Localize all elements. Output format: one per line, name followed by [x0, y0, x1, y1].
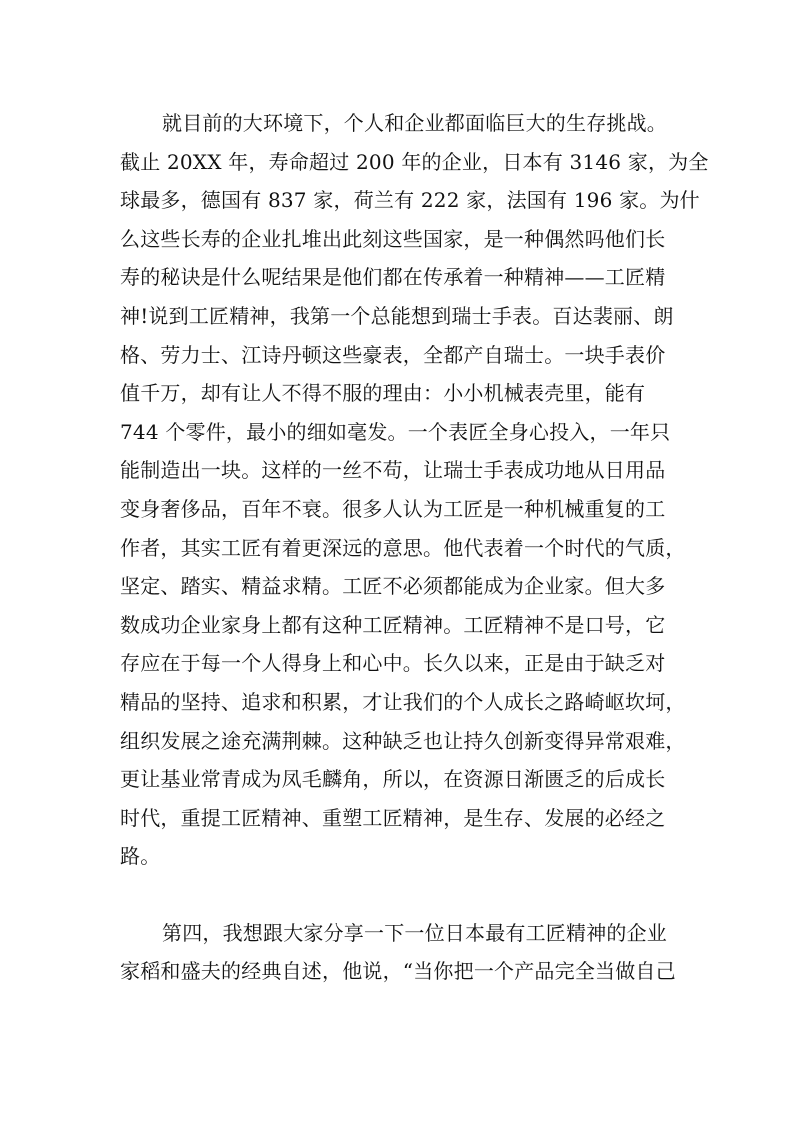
text-line: 更让基业常青成为凤毛麟角，所以，在资源日渐匮乏的后成长: [120, 767, 666, 792]
text-line: 坚定、踏实、精益求精。工匠不必须都能成为企业家。但大多: [120, 574, 666, 599]
text-line: 格、劳力士、江诗丹顿这些豪表，全都产自瑞士。一块手表价: [120, 342, 666, 367]
text-line: 神!说到工匠精神，我第一个总能想到瑞士手表。百达裴丽、朗: [120, 303, 674, 328]
text-line: 路。: [120, 844, 161, 869]
text-line: 变身奢侈品，百年不衰。很多人认为工匠是一种机械重复的工: [120, 496, 666, 521]
text-line: 就目前的大环境下，个人和企业都面临巨大的生存挑战。: [162, 111, 667, 135]
text-line: 能制造出一块。这样的一丝不苟，让瑞士手表成功地从日用品: [120, 458, 666, 483]
text-line: 值千万，却有让人不得不服的理由：小小机械表壳里，能有: [120, 381, 646, 406]
text-line: 时代，重提工匠精神、重塑工匠精神，是生存、发展的必经之: [120, 805, 666, 830]
text-line: 作者，其实工匠有着更深远的意思。他代表着一个时代的气质，: [120, 535, 686, 560]
text-line: 么这些长寿的企业扎堆出此刻这些国家，是一种偶然吗他们长: [120, 226, 666, 251]
text-line: 球最多，德国有 837 家，荷兰有 222 家，法国有 196 家。为什: [120, 188, 700, 213]
text-line: 存应在于每一个人得身上和心中。长久以来，正是由于缺乏对: [120, 651, 666, 676]
text-line: 数成功企业家身上都有这种工匠精神。工匠精神不是口号，它: [120, 612, 666, 637]
text-line: 精品的坚持、追求和积累，才让我们的个人成长之路崎岖坎坷，: [120, 689, 686, 714]
paragraph-spacer: [120, 876, 688, 914]
text-line: 寿的秘诀是什么呢结果是他们都在传承着一种精神——工匠精: [120, 265, 666, 290]
text-line: 744 个零件，最小的细如毫发。一个表匠全身心投入，一年只: [120, 419, 671, 444]
document-page: [120, 104, 709, 991]
text-line: 第四，我想跟大家分享一下一位日本最有工匠精神的企业: [162, 920, 667, 945]
text-line: 组织发展之途充满荆棘。这种缺乏也让持久创新变得异常艰难，: [120, 728, 686, 753]
paragraph-craftsmanship: [120, 104, 709, 876]
text-line: 家稻和盛夫的经典自述，他说，“当你把一个产品完全当做自己: [120, 959, 676, 984]
text-line: 截止 20XX 年，寿命超过 200 年的企业，日本有 3146 家，为全: [120, 149, 709, 174]
paragraph-inamori: [120, 914, 688, 991]
